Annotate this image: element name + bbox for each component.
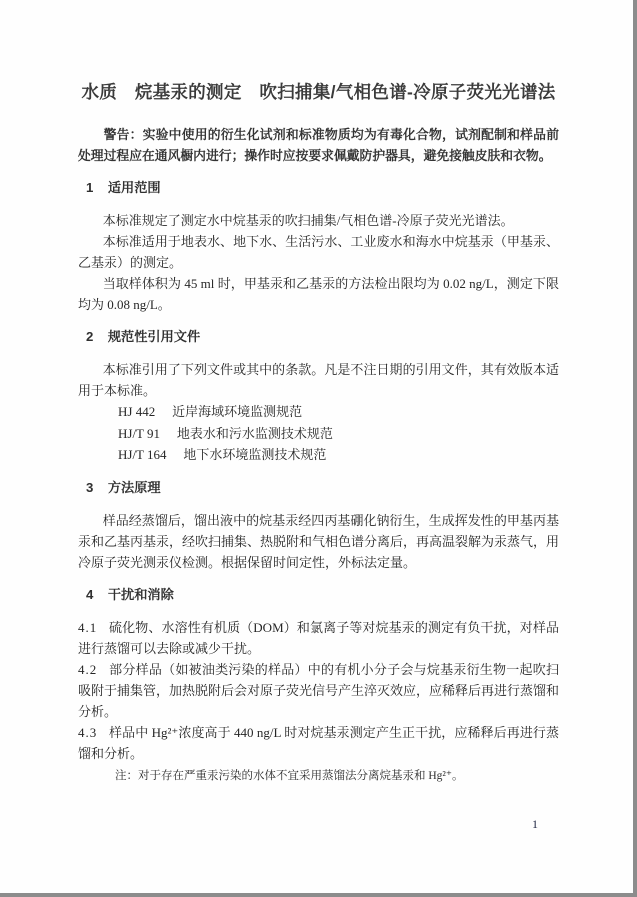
section-title: 规范性引用文件 [107, 329, 201, 344]
section-title: 干扰和消除 [107, 586, 174, 602]
section-heading [78, 330, 559, 344]
body-paragraph: 本标准适用于地表水、地下水、生活污水、工业废水和海水中烷基汞（甲基汞、乙基汞）的测定。 [78, 234, 559, 270]
warning-paragraph: 警告：实验中使用的衍生化试剂和标准物质均为有毒化合物，试剂配制和样品前处理过程应在通风橱内进行；操作时应按要求佩戴防护器具，避免接触皮肤和衣物。 [78, 127, 559, 163]
body-paragraph: 本标准规定了测定水中烷基汞的吹扫捕集/气相色谱-冷原子荧光光谱法。 [102, 213, 514, 228]
clause-text: 硫化物、水溶性有机质（DOM）和氯离子等对烷基汞的测定有负干扰，对样品进行蒸馏可以去除或减少干扰。 [78, 619, 559, 656]
clause-number: 4.3 [78, 724, 98, 740]
section-interference-elimination [78, 588, 559, 785]
section-title: 方法原理 [107, 479, 161, 495]
reference-name: 地表水和污水监测技术规范 [176, 425, 333, 441]
page-number: 1 [532, 817, 538, 831]
section-method-principle [78, 481, 559, 573]
section-heading [78, 481, 559, 495]
note-paragraph: 注：对于存在严重汞污染的水体不宜采用蒸馏法分离烷基汞和 Hg²⁺。 [115, 769, 464, 782]
reference-code: HJ/T 91 [118, 425, 161, 441]
section-normative-references [78, 330, 559, 466]
clause-paragraph [78, 722, 559, 764]
body-paragraph: 本标准引用了下列文件或其中的条款。凡是不注日期的引用文件，其有效版本适用于本标准。 [78, 362, 559, 398]
document-title: 水质 烷基汞的测定 吹扫捕集/气相色谱-冷原子荧光光谱法 [81, 82, 556, 102]
reference-name: 近岸海域环境监测规范 [172, 404, 303, 419]
reference-item [78, 444, 559, 466]
section-number: 3 [86, 479, 94, 495]
section-scope [78, 181, 559, 315]
reference-item [78, 423, 559, 445]
clause-number: 4.2 [78, 661, 98, 677]
section-number: 4 [86, 586, 94, 602]
clause-paragraph [78, 659, 559, 722]
section-number: 1 [86, 180, 94, 195]
clause-paragraph [78, 617, 559, 659]
clause-text: 部分样品（如被油类污染的样品）中的有机小分子会与烷基汞衍生物一起吹扫吸附于捕集管，加热脱附后会对原子荧光信号产生淬灭效应，应稀释后再进行蒸馏和分析。 [78, 661, 560, 719]
body-paragraph: 当取样体积为 45 ml 时，甲基汞和乙基汞的方法检出限均为 0.02 ng/L，测定下限均为 0.08 ng/L。 [78, 276, 559, 312]
section-heading [78, 588, 559, 602]
clause-number: 4.1 [78, 619, 98, 635]
section-title: 适用范围 [107, 180, 161, 195]
body-paragraph: 样品经蒸馏后，馏出液中的烷基汞经四丙基硼化钠衍生，生成挥发性的甲基丙基汞和乙基丙基汞，经吹扫捕集、热脱附和气相色谱分离后，再高温裂解为汞蒸气，用冷原子荧光测汞仪检测。根据保留时间定性，外标法定量。 [78, 512, 560, 570]
section-number: 2 [86, 329, 94, 344]
reference-name: 地下水环境监测技术规范 [183, 447, 327, 462]
reference-item [78, 401, 559, 423]
clause-text: 样品中 Hg²⁺浓度高于 440 ng/L 时对烷基汞测定产生正干扰，应稀释后再进行蒸馏和分析。 [78, 724, 559, 761]
section-heading [78, 181, 559, 195]
reference-code: HJ 442 [118, 404, 156, 419]
reference-code: HJ/T 164 [118, 447, 167, 462]
